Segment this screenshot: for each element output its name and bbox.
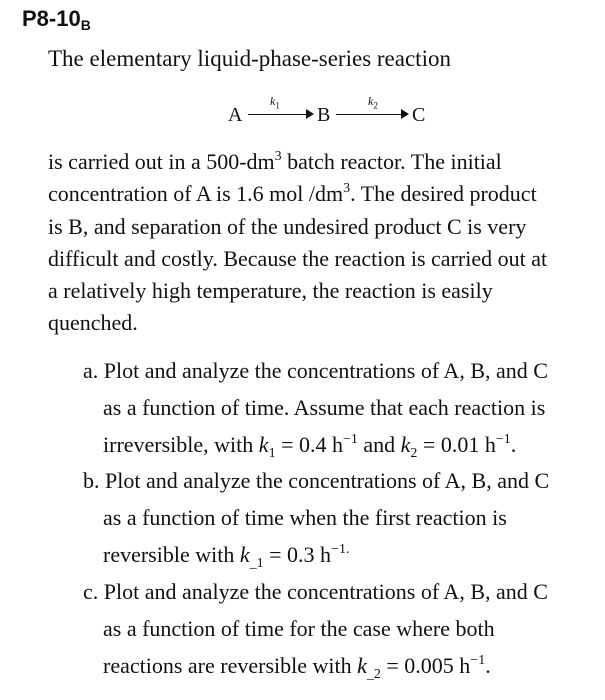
- part-a-line: a. Plot and analyze the concentrations of A, B, and C: [83, 358, 548, 383]
- part-b-line: as a function of time when the first reaction is: [103, 505, 507, 530]
- statement-line: is carried out in a $500-dm^3$ batch reactor. The initial: [48, 149, 502, 174]
- statement-line: concentration of A is 1.6 mol $/dm^3$. The desired product: [48, 181, 537, 207]
- arrow-head-icon: [401, 109, 409, 119]
- arrow-b-to-c: [336, 114, 401, 115]
- statement-line: a relatively high temperature, the reaction is easily: [48, 278, 493, 304]
- problem-number: P8-10: [22, 6, 81, 31]
- intro-text: The elementary liquid-phase-series reaction: [48, 46, 451, 71]
- arrow-a-to-b: [248, 114, 306, 115]
- statement-line: difficult and costly. Because the reaction is carried out at: [48, 245, 548, 271]
- rate-constant-k2: $k_2$: [368, 94, 378, 111]
- part-b-line: b. Plot and analyze the concentrations of A, B, and C: [83, 468, 550, 493]
- part-b: [83, 462, 599, 573]
- species-a: A: [228, 104, 243, 126]
- rate-constant-k1: $k_1$: [270, 94, 280, 111]
- reaction-scheme: [228, 96, 448, 130]
- part-a-line: as a function of time. Assume that each reaction is: [103, 395, 546, 420]
- species-b: B: [317, 104, 331, 126]
- statement-line: quenched.: [48, 310, 138, 336]
- part-a: [83, 352, 599, 463]
- arrow-head-icon: [306, 109, 314, 119]
- part-c: [83, 573, 599, 684]
- part-c-line: c. Plot and analyze the concentrations of A, B, and C: [83, 579, 548, 604]
- statement-line: is B, and separation of the undesired product C is very: [48, 213, 527, 239]
- part-b-rate-constants: reversible with $k_{\_1} = 0.3$ $h^{-1.}$: [103, 542, 350, 571]
- problem-statement: [48, 146, 596, 340]
- species-c: C: [412, 104, 426, 126]
- problem-difficulty: B: [80, 17, 91, 33]
- part-c-line: as a function of time for the case where both: [103, 616, 495, 641]
- part-c-rate-constants: reactions are reversible with $k_{\_2} = 0.005$ $h^{-1}$.: [103, 653, 491, 682]
- part-a-rate-constants: irreversible, with $k_1 = 0.4$ $h^{-1}$ and $k_2 = 0.01$ $h^{-1}$.: [103, 432, 517, 461]
- problem-title: [22, 6, 91, 33]
